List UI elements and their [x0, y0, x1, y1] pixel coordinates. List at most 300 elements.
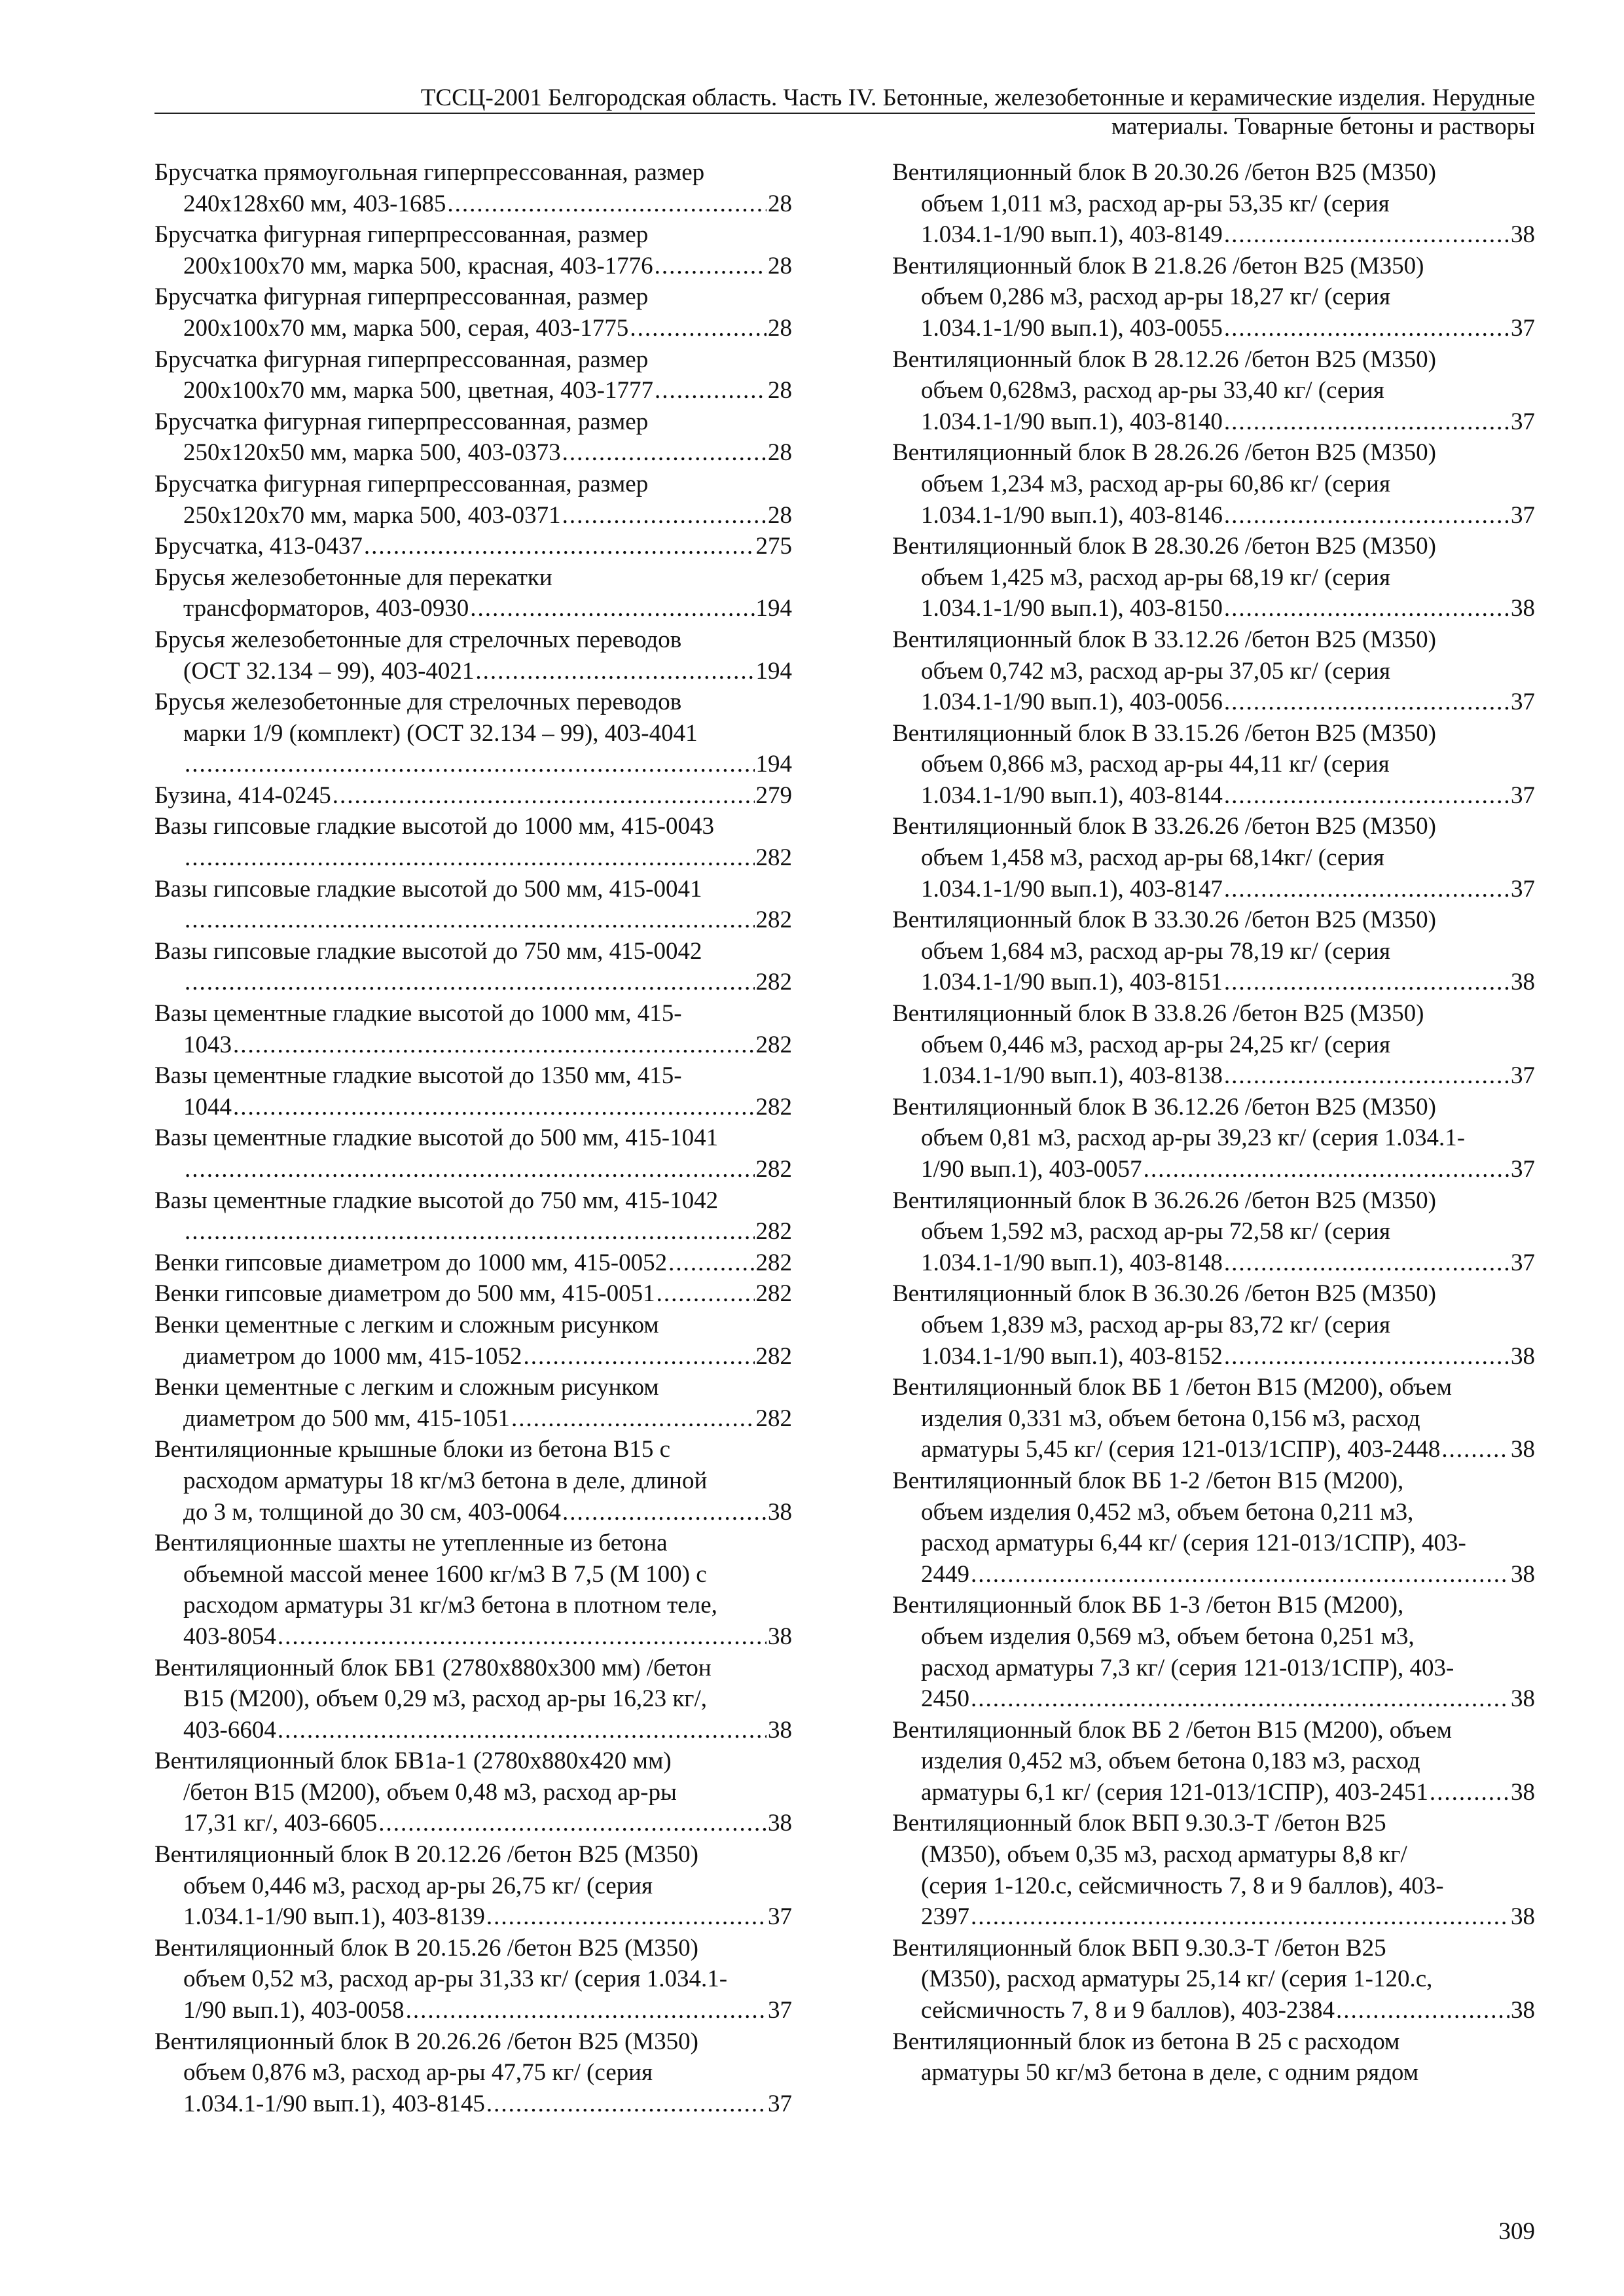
entry-first-line: Вазы цементные гладкие высотой до 1000 мм, 415-	[154, 1000, 682, 1028]
index-entry	[154, 998, 792, 1060]
entry-last-line	[154, 1278, 792, 1310]
entry-last-text: трансформаторов, 403-0930	[183, 595, 469, 622]
entry-continuation-line: объем 0,81 м3, расход ар-ры 39,23 кг/ (серия 1.034.1-	[921, 1124, 1466, 1152]
entry-page-ref: 282	[755, 1093, 792, 1121]
index-entry	[154, 1528, 792, 1652]
leader-dots	[655, 251, 767, 282]
entry-page-ref: 194	[755, 657, 792, 685]
entry-page-ref: 38	[768, 1623, 792, 1650]
entry-continuation-line: объем 1,425 м3, расход ар-ры 68,19 кг/ (серия	[921, 564, 1390, 591]
entry-page-ref: 282	[755, 906, 792, 934]
entry-last-line	[154, 188, 792, 220]
entry-first-line: Вентиляционный блок ВБП 9.30.3-Т /бетон В25	[892, 1934, 1386, 1962]
entry-last-text: 2450	[921, 1685, 969, 1713]
entry-first-line: Вентиляционный блок ВБ 1-3 /бетон В15 (М200),	[892, 1592, 1404, 1619]
entry-first-line: Вентиляционный блок В 21.8.26 /бетон В25 (М350)	[892, 252, 1424, 279]
entry-last-text: 1043	[183, 1031, 232, 1058]
entry-last-line	[154, 1092, 792, 1123]
leader-dots	[1224, 874, 1509, 905]
index-entry	[154, 1653, 792, 1746]
entry-last-text: 240x128x60 мм, 403-1685	[183, 190, 446, 217]
entry-last-line	[154, 2089, 792, 2120]
entry-last-line	[892, 406, 1535, 438]
entry-first-line: Брусчатка фигурная гиперпрессованная, размер	[154, 408, 649, 435]
entry-page-ref: 37	[1511, 314, 1535, 342]
entry-continuation-line: объем 1,684 м3, расход ар-ры 78,19 кг/ (серия	[921, 937, 1390, 965]
index-entry	[154, 687, 792, 780]
entry-last-line	[154, 375, 792, 406]
entry-last-text: 250x120x50 мм, марка 500, 403-0373	[183, 439, 561, 467]
entry-last-text: диаметром до 1000 мм, 415-1052	[183, 1342, 522, 1370]
index-entry	[154, 1122, 792, 1185]
entry-continuation-line: (М350), расход арматуры 25,14 кг/ (серия 1-120.с,	[921, 1965, 1433, 1993]
entry-first-line: Вентиляционный блок В 28.26.26 /бетон В25 (М350)	[892, 439, 1436, 467]
index-entry	[892, 437, 1535, 531]
entry-last-line	[154, 251, 792, 282]
entry-last-line	[154, 1247, 792, 1279]
entry-continuation-line: объем 0,866 м3, расход ар-ры 44,11 кг/ (серия	[921, 751, 1390, 778]
entry-first-line: Брусья железобетонные для стрелочных переводов	[154, 626, 682, 653]
entry-page-ref: 194	[755, 751, 792, 778]
entry-last-line	[892, 967, 1535, 998]
leader-dots	[1224, 967, 1509, 998]
leader-dots	[378, 1808, 767, 1839]
index-entry	[154, 469, 792, 531]
entry-continuation-line: изделия 0,331 м3, объем бетона 0,156 м3, расход	[921, 1405, 1420, 1432]
entry-last-line	[892, 313, 1535, 344]
entry-page-ref: 38	[1511, 969, 1535, 996]
entry-last-line	[892, 500, 1535, 531]
entry-last-line	[154, 1621, 792, 1653]
entry-continuation-line: объем 0,742 м3, расход ар-ры 37,05 кг/ (серия	[921, 657, 1390, 685]
entry-page-ref: 28	[768, 252, 792, 279]
entry-last-line	[154, 1497, 792, 1528]
leader-dots	[470, 593, 754, 624]
entry-last-line	[892, 1777, 1535, 1808]
entry-last-line	[892, 687, 1535, 718]
entry-last-text: 1/90 вып.1), 403-0058	[183, 1997, 405, 2024]
index-entry	[154, 1372, 792, 1434]
index-entry	[154, 1310, 792, 1372]
leader-dots	[185, 967, 755, 998]
entry-first-line: Вентиляционный блок В 36.12.26 /бетон В25 (М350)	[892, 1093, 1436, 1121]
entry-continuation-line: объем 0,446 м3, расход ар-ры 26,75 кг/ (серия	[183, 1872, 653, 1899]
index-entry	[154, 344, 792, 406]
leader-dots	[1224, 219, 1509, 251]
entry-last-line	[154, 1030, 792, 1061]
leader-dots	[971, 1901, 1509, 1933]
index-column-left	[154, 157, 792, 2119]
leader-dots	[1224, 780, 1509, 812]
index-entry	[892, 624, 1535, 718]
leader-dots	[523, 1341, 754, 1372]
leader-dots	[668, 1247, 754, 1279]
leader-dots	[1224, 1247, 1509, 1279]
leader-dots	[486, 2089, 767, 2120]
entry-continuation-line: марки 1/9 (комплект) (ОСТ 32.134 – 99), 403-4041	[183, 719, 698, 747]
index-entry	[892, 157, 1535, 251]
leader-dots	[971, 1559, 1509, 1590]
entry-page-ref: 37	[768, 1997, 792, 2024]
index-entry	[892, 718, 1535, 812]
leader-dots	[1224, 1341, 1509, 1372]
entry-last-text: 1.034.1-1/90 вып.1), 403-0055	[921, 314, 1223, 342]
entry-last-text: 403-6604	[183, 1716, 276, 1744]
entry-last-line	[154, 1341, 792, 1372]
entry-last-line	[154, 1808, 792, 1839]
index-entry	[154, 562, 792, 624]
entry-first-line: Венки цементные с легким и сложным рисунком	[154, 1311, 659, 1338]
entry-first-line: Вентиляционный блок БВ1а-1 (2780х880х420 мм)	[154, 1748, 672, 1775]
leader-dots	[233, 1092, 755, 1123]
entry-page-ref: 282	[755, 969, 792, 996]
entry-page-ref: 282	[755, 1249, 792, 1276]
entry-last-text: Бузина, 414-0245	[154, 781, 331, 809]
leader-dots	[1224, 500, 1509, 531]
entry-last-line	[154, 780, 792, 812]
entry-last-line	[892, 1683, 1535, 1715]
index-entry	[892, 998, 1535, 1092]
entry-last-line	[154, 1901, 792, 1933]
entry-last-line	[892, 1559, 1535, 1590]
index-entry	[892, 1590, 1535, 1714]
entry-first-line: Вазы гипсовые гладкие высотой до 500 мм, 415-0041	[154, 875, 702, 903]
header-line-1: ТССЦ-2001 Белгородская область. Часть IV. Бетонные, железобетонные и керамические изделия. Нерудные	[420, 84, 1535, 111]
entry-first-line: Вентиляционный блок В 20.12.26 /бетон В25 (М350)	[154, 1841, 698, 1869]
page-number: 309	[1498, 2218, 1535, 2245]
entry-first-line: Вентиляционный блок ВБ 1 /бетон В15 (М200), объем	[892, 1374, 1453, 1401]
entry-continuation-line: объем 1,592 м3, расход ар-ры 72,58 кг/ (серия	[921, 1218, 1390, 1246]
leader-dots	[511, 1403, 755, 1435]
entry-first-line: Брусчатка фигурная гиперпрессованная, размер	[154, 221, 649, 249]
entry-last-text: до 3 м, толщиной до 30 см, 403-0064	[183, 1498, 562, 1526]
leader-dots	[475, 656, 754, 687]
entry-continuation-line: В15 (М200), объем 0,29 м3, расход ар-ры 16,23 кг/,	[183, 1685, 707, 1713]
entry-first-line: Вентиляционный блок В 36.30.26 /бетон В25 (М350)	[892, 1280, 1436, 1308]
index-entry	[892, 1715, 1535, 1808]
leader-dots	[562, 500, 767, 531]
leader-dots	[1224, 593, 1509, 624]
entry-last-line	[892, 780, 1535, 812]
index-entry	[154, 780, 792, 812]
entry-continuation-line: объем 1,839 м3, расход ар-ры 83,72 кг/ (серия	[921, 1311, 1390, 1338]
entry-continuation-line: /бетон В15 (М200), объем 0,48 м3, расход ар-ры	[183, 1778, 677, 1806]
entry-last-text: 1.034.1-1/90 вып.1), 403-8150	[921, 595, 1223, 622]
index-entry	[154, 281, 792, 344]
entry-continuation-line: (серия 1-120.с, сейсмичность 7, 8 и 9 баллов), 403-	[921, 1872, 1444, 1899]
entry-last-line	[154, 749, 792, 780]
entry-continuation-line: объем изделия 0,452 м3, объем бетона 0,211 м3,	[921, 1498, 1414, 1526]
leader-dots	[630, 313, 767, 344]
index-entry	[892, 1372, 1535, 1465]
entry-first-line: Брусчатка фигурная гиперпрессованная, размер	[154, 283, 649, 311]
entry-last-text: 17,31 кг/, 403-6605	[183, 1810, 378, 1837]
leader-dots	[447, 188, 767, 220]
index-entry	[892, 1933, 1535, 2026]
leader-dots	[233, 1030, 755, 1061]
entry-continuation-line: объем 0,286 м3, расход ар-ры 18,27 кг/ (серия	[921, 283, 1390, 311]
entry-page-ref: 37	[1511, 1249, 1535, 1276]
entry-page-ref: 37	[1511, 689, 1535, 716]
entry-first-line: Брусья железобетонные для перекатки	[154, 564, 552, 591]
entry-page-ref: 38	[768, 1498, 792, 1526]
entry-last-line	[154, 842, 792, 874]
index-column-right	[892, 157, 1535, 2089]
entry-page-ref: 282	[755, 1218, 792, 1246]
entry-last-line	[154, 500, 792, 531]
entry-page-ref: 282	[755, 1342, 792, 1370]
entry-last-text: 1044	[183, 1093, 232, 1121]
index-entry	[892, 344, 1535, 438]
leader-dots	[185, 1216, 755, 1247]
entry-first-line: Вентиляционный блок В 20.26.26 /бетон В25 (М350)	[154, 2028, 698, 2055]
entry-last-line	[154, 313, 792, 344]
leader-dots	[185, 749, 755, 780]
entry-first-line: Вентиляционные шахты не утепленные из бетона	[154, 1530, 668, 1557]
index-entry	[154, 874, 792, 936]
index-entry	[154, 531, 792, 562]
entry-page-ref: 279	[755, 781, 792, 809]
entry-first-line: Вентиляционный блок В 20.15.26 /бетон В25 (М350)	[154, 1934, 698, 1962]
entry-last-text: (ОСТ 32.134 – 99), 403-4021	[183, 657, 475, 685]
entry-page-ref: 282	[755, 1156, 792, 1183]
entry-last-line	[892, 1247, 1535, 1279]
entry-last-text: арматуры 5,45 кг/ (серия 121-013/1СПР), 403-2448	[921, 1436, 1441, 1463]
entry-last-line	[154, 905, 792, 936]
entry-last-text: Венки гипсовые диаметром до 500 мм, 415-0051	[154, 1280, 655, 1308]
entry-page-ref: 28	[768, 314, 792, 342]
entry-first-line: Вазы цементные гладкие высотой до 500 мм, 415-1041	[154, 1124, 719, 1152]
entry-last-line	[154, 531, 792, 562]
entry-last-line	[892, 1341, 1535, 1372]
entry-first-line: Вазы гипсовые гладкие высотой до 1000 мм, 415-0043	[154, 813, 714, 840]
index-entry	[892, 531, 1535, 624]
entry-last-text: 250x120x70 мм, марка 500, 403-0371	[183, 501, 561, 529]
entry-page-ref: 37	[1511, 1062, 1535, 1090]
entry-last-line	[892, 1434, 1535, 1465]
index-entry	[154, 1185, 792, 1247]
entry-last-text: 1.034.1-1/90 вып.1), 403-8152	[921, 1342, 1223, 1370]
entry-last-line	[892, 1060, 1535, 1092]
entry-page-ref: 282	[755, 1405, 792, 1432]
leader-dots	[278, 1715, 767, 1746]
entry-first-line: Вазы цементные гладкие высотой до 1350 мм, 415-	[154, 1062, 682, 1090]
entry-last-text: Венки гипсовые диаметром до 1000 мм, 415-0052	[154, 1249, 668, 1276]
leader-dots	[1144, 1154, 1509, 1185]
entry-continuation-line: (М350), объем 0,35 м3, расход арматуры 8,8 кг/	[921, 1841, 1407, 1869]
entry-continuation-line: объем 1,234 м3, расход ар-ры 60,86 кг/ (серия	[921, 470, 1390, 497]
entry-last-line	[892, 1154, 1535, 1185]
index-entry	[892, 811, 1535, 905]
entry-continuation-line: изделия 0,452 м3, объем бетона 0,183 м3, расход	[921, 1748, 1420, 1775]
index-entry	[154, 219, 792, 281]
leader-dots	[1224, 406, 1509, 438]
entry-last-text: 1.034.1-1/90 вып.1), 403-8139	[183, 1903, 485, 1931]
entry-continuation-line: объем изделия 0,569 м3, объем бетона 0,251 м3,	[921, 1623, 1415, 1650]
leader-dots	[657, 1278, 755, 1310]
entry-first-line: Вентиляционный блок В 36.26.26 /бетон В25 (М350)	[892, 1187, 1436, 1214]
entry-first-line: Брусчатка фигурная гиперпрессованная, размер	[154, 470, 649, 497]
entry-last-line	[154, 656, 792, 687]
index-entry	[154, 2026, 792, 2120]
index-entry	[154, 624, 792, 687]
leader-dots	[971, 1683, 1509, 1715]
index-entry	[892, 1808, 1535, 1932]
entry-first-line: Вентиляционный блок ВБ 1-2 /бетон В15 (М200),	[892, 1467, 1404, 1494]
entry-last-text: 200x100x70 мм, марка 500, серая, 403-1775	[183, 314, 629, 342]
entry-first-line: Вазы цементные гладкие высотой до 750 мм, 415-1042	[154, 1187, 719, 1214]
entry-first-line: Вентиляционный блок В 33.30.26 /бетон В25 (М350)	[892, 906, 1436, 934]
entry-last-line	[892, 219, 1535, 251]
entry-last-text: 1.034.1-1/90 вып.1), 403-8146	[921, 501, 1223, 529]
entry-last-line	[154, 1715, 792, 1746]
entry-last-line	[892, 1995, 1535, 2026]
entry-first-line: Вентиляционный блок В 20.30.26 /бетон В25 (М350)	[892, 159, 1436, 186]
index-entry	[892, 905, 1535, 998]
entry-last-text: 1.034.1-1/90 вып.1), 403-8140	[921, 408, 1223, 435]
entry-last-text: 1.034.1-1/90 вып.1), 403-8147	[921, 875, 1223, 903]
entry-last-text: 2449	[921, 1560, 969, 1588]
entry-last-text: диаметром до 500 мм, 415-1051	[183, 1405, 510, 1432]
entry-last-line	[154, 1216, 792, 1247]
entry-last-line	[154, 1154, 792, 1185]
leader-dots	[1430, 1777, 1509, 1808]
entry-last-text: арматуры 6,1 кг/ (серия 121-013/1СПР), 403-2451	[921, 1778, 1428, 1806]
entry-page-ref: 37	[1511, 408, 1535, 435]
entry-last-text: 403-8054	[183, 1623, 276, 1650]
entry-last-line	[892, 593, 1535, 624]
index-entry	[154, 936, 792, 998]
entry-first-line: Вентиляционный блок В 33.26.26 /бетон В25 (М350)	[892, 813, 1436, 840]
entry-last-text: 200x100x70 мм, марка 500, красная, 403-1776	[183, 252, 653, 279]
entry-last-text: 1.034.1-1/90 вып.1), 403-8149	[921, 221, 1223, 249]
index-entry	[892, 1185, 1535, 1279]
entry-first-line: Брусья железобетонные для стрелочных переводов	[154, 689, 682, 716]
entry-last-text: 2397	[921, 1903, 969, 1931]
entry-continuation-line: объем 0,628м3, расход ар-ры 33,40 кг/ (серия	[921, 377, 1384, 404]
leader-dots	[333, 780, 755, 812]
entry-continuation-line: расход арматуры 6,44 кг/ (серия 121-013/1СПР), 403-	[921, 1530, 1466, 1557]
entry-page-ref: 38	[1511, 1342, 1535, 1370]
leader-dots	[185, 905, 755, 936]
entry-last-line	[154, 437, 792, 469]
index-entry	[154, 811, 792, 873]
index-entry	[154, 1933, 792, 2026]
leader-dots	[185, 1154, 755, 1185]
entry-page-ref: 37	[1511, 501, 1535, 529]
entry-continuation-line: расход арматуры 7,3 кг/ (серия 121-013/1СПР), 403-	[921, 1654, 1454, 1681]
index-entry	[892, 1092, 1535, 1185]
entry-page-ref: 38	[1511, 1778, 1535, 1806]
entry-first-line: Брусчатка прямоугольная гиперпрессованная, размер	[154, 159, 705, 186]
entry-page-ref: 28	[768, 501, 792, 529]
entry-page-ref: 37	[1511, 875, 1535, 903]
entry-first-line: Вентиляционный блок В 28.12.26 /бетон В25 (М350)	[892, 346, 1436, 373]
entry-last-text: 1/90 вып.1), 403-0057	[921, 1156, 1142, 1183]
entry-first-line: Вазы гипсовые гладкие высотой до 750 мм, 415-0042	[154, 937, 702, 965]
entry-first-line: Вентиляционный блок В 28.30.26 /бетон В25 (М350)	[892, 533, 1436, 560]
entry-continuation-line: объем 1,458 м3, расход ар-ры 68,14кг/ (серия	[921, 844, 1384, 872]
entry-page-ref: 282	[755, 1280, 792, 1308]
entry-last-text: 1.034.1-1/90 вып.1), 403-8145	[183, 2090, 485, 2117]
entry-page-ref: 28	[768, 190, 792, 217]
entry-continuation-line: расходом арматуры 18 кг/м3 бетона в деле, длиной	[183, 1467, 708, 1494]
entry-first-line: Вентиляционный блок из бетона В 25 с расходом	[892, 2028, 1400, 2055]
index-entry	[154, 157, 792, 219]
entry-page-ref: 38	[1511, 595, 1535, 622]
entry-page-ref: 37	[768, 1903, 792, 1931]
entry-last-line	[154, 1403, 792, 1435]
entry-page-ref: 275	[755, 533, 792, 560]
index-entry	[154, 1434, 792, 1528]
entry-page-ref: 194	[755, 595, 792, 622]
entry-page-ref: 38	[1511, 221, 1535, 249]
entry-last-line	[154, 1995, 792, 2026]
entry-last-line	[154, 593, 792, 624]
index-entry	[154, 1746, 792, 1839]
entry-page-ref: 38	[1511, 1903, 1535, 1931]
entry-last-line	[154, 967, 792, 998]
entry-page-ref: 38	[1511, 1436, 1535, 1463]
entry-page-ref: 37	[768, 2090, 792, 2117]
leader-dots	[1224, 313, 1509, 344]
entry-continuation-line: объем 0,446 м3, расход ар-ры 24,25 кг/ (серия	[921, 1031, 1390, 1058]
entry-first-line: Брусчатка фигурная гиперпрессованная, размер	[154, 346, 649, 373]
entry-continuation-line: объем 0,876 м3, расход ар-ры 47,75 кг/ (серия	[183, 2059, 653, 2087]
entry-last-text: сейсмичность 7, 8 и 9 баллов), 403-2384	[921, 1997, 1335, 2024]
entry-continuation-line: объемной массой менее 1600 кг/м3 В 7,5 (М 100) с	[183, 1560, 707, 1588]
leader-dots	[486, 1901, 767, 1933]
leader-dots	[185, 842, 755, 874]
entry-page-ref: 38	[1511, 1997, 1535, 2024]
leader-dots	[1224, 1060, 1509, 1092]
leader-dots	[562, 1497, 767, 1528]
entry-continuation-line: арматуры 50 кг/м3 бетона в деле, с одним рядом	[921, 2059, 1419, 2087]
leader-dots	[1224, 687, 1509, 718]
entry-last-line	[892, 1901, 1535, 1933]
entry-page-ref: 37	[1511, 781, 1535, 809]
index-entry	[154, 1278, 792, 1310]
header-line-2: материалы. Товарные бетоны и растворы	[1111, 113, 1535, 140]
entry-page-ref: 282	[755, 844, 792, 872]
entry-page-ref: 38	[768, 1810, 792, 1837]
entry-last-text: 1.034.1-1/90 вып.1), 403-0056	[921, 689, 1223, 716]
leader-dots	[562, 437, 767, 469]
entry-last-line	[892, 874, 1535, 905]
entry-continuation-line: объем 1,011 м3, расход ар-ры 53,35 кг/ (серия	[921, 190, 1390, 217]
entry-first-line: Вентиляционный блок БВ1 (2780х880х300 мм) /бетон	[154, 1654, 712, 1681]
entry-continuation-line: расходом арматуры 31 кг/м3 бетона в плотном теле,	[183, 1592, 717, 1619]
leader-dots	[406, 1995, 767, 2026]
index-entry	[154, 406, 792, 469]
leader-dots	[278, 1621, 767, 1653]
entry-page-ref: 38	[1511, 1560, 1535, 1588]
index-entry	[154, 1247, 792, 1279]
entry-last-text: 1.034.1-1/90 вып.1), 403-8138	[921, 1062, 1223, 1090]
leader-dots	[655, 375, 767, 406]
leader-dots	[1441, 1434, 1509, 1465]
entry-last-text: 200x100x70 мм, марка 500, цветная, 403-1777	[183, 377, 653, 404]
leader-dots	[1336, 1995, 1509, 2026]
entry-first-line: Вентиляционный блок В 33.15.26 /бетон В25 (М350)	[892, 719, 1436, 747]
index-entry	[892, 1465, 1535, 1590]
entry-first-line: Вентиляционный блок В 33.12.26 /бетон В25 (М350)	[892, 626, 1436, 653]
entry-last-text: Брусчатка, 413-0437	[154, 533, 363, 560]
entry-first-line: Венки цементные с легким и сложным рисунком	[154, 1374, 659, 1401]
entry-first-line: Вентиляционные крышные блоки из бетона В15 с	[154, 1436, 671, 1463]
index-entry	[892, 251, 1535, 344]
index-entry	[892, 1278, 1535, 1372]
